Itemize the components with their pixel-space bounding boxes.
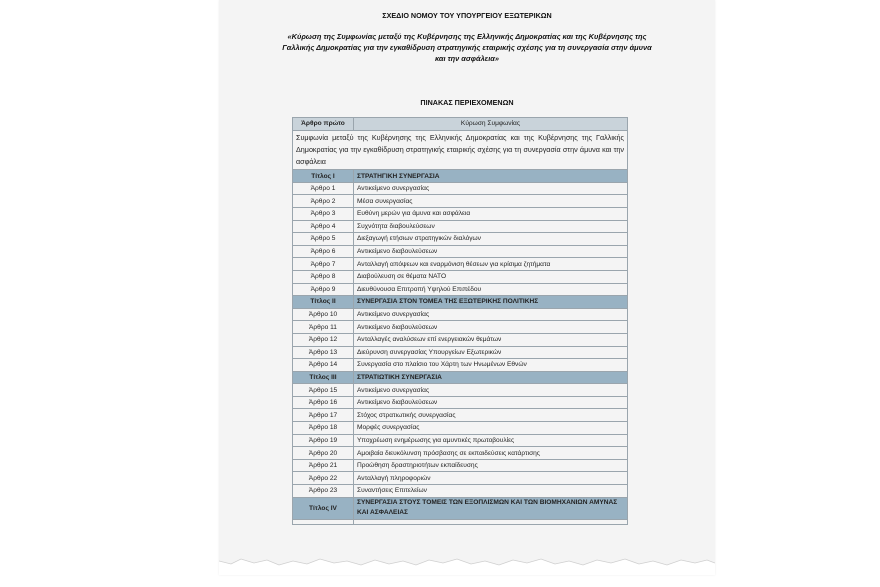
toc-article-row: [293, 207, 628, 220]
article-name: Συναντήσεις Επιτελείων: [354, 485, 628, 498]
toc-article-row: [293, 245, 628, 258]
article-number: Άρθρο 13: [293, 346, 354, 359]
title-name: ΣΥΝΕΡΓΑΣΙΑ ΣΤΟΥΣ ΤΟΜΕΙΣ ΤΩΝ ΕΞΟΠΛΙΣΜΩΝ ΚΑΙ ΤΩΝ ΒΙΟΜΗΧΑΝΙΩΝ ΑΜΥΝΑΣ ΚΑΙ ΑΣΦΑΛΕΙΑΣ: [354, 497, 628, 520]
toc-cut-row: [293, 520, 628, 525]
toc-title-row: [293, 497, 628, 520]
article-name: Διεύρυνση συνεργασίας Υπουργείων Εξωτερικών: [354, 346, 628, 359]
toc-header-row: [293, 118, 628, 131]
toc-article-row: [293, 384, 628, 397]
article-name: Αμοιβαία διευκόλυνση πρόσβασης σε εκπαιδεύσεις κατάρτισης: [354, 447, 628, 460]
article-number: Άρθρο 3: [293, 207, 354, 220]
toc-article-row: [293, 359, 628, 372]
article-number: Άρθρο 23: [293, 485, 354, 498]
title-name: ΣΤΡΑΤΙΩΤΙΚΗ ΣΥΝΕΡΓΑΣΙΑ: [354, 371, 628, 384]
title-number: Τίτλος Ι: [293, 170, 354, 183]
title-number: Τίτλος ΙΙΙ: [293, 371, 354, 384]
toc-title-row: [293, 296, 628, 309]
article-number: Άρθρο 22: [293, 472, 354, 485]
title-number: Τίτλος ΙΙ: [293, 296, 354, 309]
article-name: Συχνότητα διαβουλεύσεων: [354, 220, 628, 233]
article-number: Άρθρο 12: [293, 333, 354, 346]
article-name: Ανταλλαγές αναλύσεων επί ενεργειακών θεμάτων: [354, 333, 628, 346]
toc-title-row: [293, 170, 628, 183]
article-name: Προώθηση δραστηριοτήτων εκπαίδευσης: [354, 459, 628, 472]
article-number: Άρθρο 15: [293, 384, 354, 397]
article-number: Άρθρο 14: [293, 359, 354, 372]
title-number: Τίτλος ΙV: [293, 497, 354, 520]
toc-article-row: [293, 333, 628, 346]
article-name: Αντικείμενο συνεργασίας: [354, 182, 628, 195]
article-number: Άρθρο 21: [293, 459, 354, 472]
article-name: Αντικείμενο συνεργασίας: [354, 384, 628, 397]
article-number: Άρθρο 8: [293, 270, 354, 283]
article-number: Άρθρο 2: [293, 195, 354, 208]
toc-article-row: [293, 195, 628, 208]
article-name: Αντικείμενο συνεργασίας: [354, 308, 628, 321]
toc-article-row: [293, 182, 628, 195]
article-name: Στόχος στρατιωτικής συνεργασίας: [354, 409, 628, 422]
toc-article-row: [293, 283, 628, 296]
article-number: Άρθρο 19: [293, 434, 354, 447]
toc-article-row: [293, 447, 628, 460]
document-page: [219, 0, 715, 575]
toc-heading: ΠΙΝΑΚΑΣ ΠΕΡΙΕΧΟΜΕΝΩΝ: [420, 98, 514, 107]
toc-article-row: [293, 422, 628, 435]
article-name: Αντικείμενο διαβουλεύσεων: [354, 396, 628, 409]
toc-article-row: [293, 346, 628, 359]
toc-article-row: [293, 459, 628, 472]
article-name: Διεξαγωγή ετήσιων στρατηγικών διαλόγων: [354, 233, 628, 246]
toc-header-left: Άρθρο πρώτο: [293, 118, 354, 131]
toc-article-row: [293, 396, 628, 409]
article-name: Αντικείμενο διαβουλεύσεων: [354, 321, 628, 334]
article-name: Διαβούλευση σε θέματα ΝΑΤΟ: [354, 270, 628, 283]
article-name: Ευθύνη μερών για άμυνα και ασφάλεια: [354, 207, 628, 220]
article-number: Άρθρο 7: [293, 258, 354, 271]
title-name: ΣΥΝΕΡΓΑΣΙΑ ΣΤΟΝ ΤΟΜΕΑ ΤΗΣ ΕΞΩΤΕΡΙΚΗΣ ΠΟΛΙΤΙΚΗΣ: [354, 296, 628, 309]
article-number: Άρθρο 10: [293, 308, 354, 321]
article-name: Αντικείμενο διαβουλεύσεων: [354, 245, 628, 258]
article-number: Άρθρο 1: [293, 182, 354, 195]
toc-article-row: [293, 308, 628, 321]
document-title: ΣΧΕΔΙΟ ΝΟΜΟΥ ΤΟΥ ΥΠΟΥΡΓΕΙΟΥ ΕΞΩΤΕΡΙΚΩΝ: [382, 11, 552, 20]
toc-article-row: [293, 270, 628, 283]
article-number: Άρθρο 20: [293, 447, 354, 460]
toc-article-row: [293, 472, 628, 485]
toc-table: [292, 117, 628, 525]
article-name: Υποχρέωση ενημέρωσης για αμυντικές πρωτοβουλίες: [354, 434, 628, 447]
article-name: Συνεργασία στο πλαίσιο του Χάρτη των Ηνωμένων Εθνών: [354, 359, 628, 372]
article-number: Άρθρο 16: [293, 396, 354, 409]
torn-paper-edge: [219, 555, 715, 575]
article-number: Άρθρο 6: [293, 245, 354, 258]
article-name: Ανταλλαγή πληροφοριών: [354, 472, 628, 485]
toc-article-row: [293, 233, 628, 246]
toc-title-row: [293, 371, 628, 384]
article-number: Άρθρο 9: [293, 283, 354, 296]
article-number: Άρθρο 5: [293, 233, 354, 246]
article-name: Διευθύνουσα Επιτροπή Υψηλού Επιπέδου: [354, 283, 628, 296]
cut-cell-right: [354, 520, 628, 525]
toc-header-right: Κύρωση Συμφωνίας: [354, 118, 628, 131]
article-number: Άρθρο 17: [293, 409, 354, 422]
toc-intro-text: Συμφωνία μεταξύ της Κυβέρνησης της Ελληνικής Δημοκρατίας και της Κυβέρνησης της Γαλλικής Δημοκρατίας για την εγκαθίδρυση στρατηγικής εταιρικής σχέσης για τη συνεργασία στην άμυνα και την ασφάλεια: [293, 130, 628, 170]
toc-intro-row: [293, 130, 628, 170]
document-subtitle: «Κύρωση της Συμφωνίας μεταξύ της Κυβέρνησης της Ελληνικής Δημοκρατίας και της Κυβέρνησης της Γαλλικής Δημοκρατίας για την εγκαθίδρυση στρατηγικής εταιρικής σχέσης για τη συνεργασία στην άμυνα και την ασφάλεια»: [282, 32, 652, 63]
toc-article-row: [293, 409, 628, 422]
article-number: Άρθρο 18: [293, 422, 354, 435]
article-name: Μορφές συνεργασίας: [354, 422, 628, 435]
article-number: Άρθρο 4: [293, 220, 354, 233]
title-name: ΣΤΡΑΤΗΓΙΚΗ ΣΥΝΕΡΓΑΣΙΑ: [354, 170, 628, 183]
cut-cell-left: [293, 520, 354, 525]
article-name: Ανταλλαγή απόψεων και εναρμόνιση θέσεων για κρίσιμα ζητήματα: [354, 258, 628, 271]
toc-article-row: [293, 321, 628, 334]
toc-article-row: [293, 434, 628, 447]
toc-article-row: [293, 258, 628, 271]
article-name: Μέσα συνεργασίας: [354, 195, 628, 208]
toc-article-row: [293, 220, 628, 233]
toc-article-row: [293, 485, 628, 498]
article-number: Άρθρο 11: [293, 321, 354, 334]
